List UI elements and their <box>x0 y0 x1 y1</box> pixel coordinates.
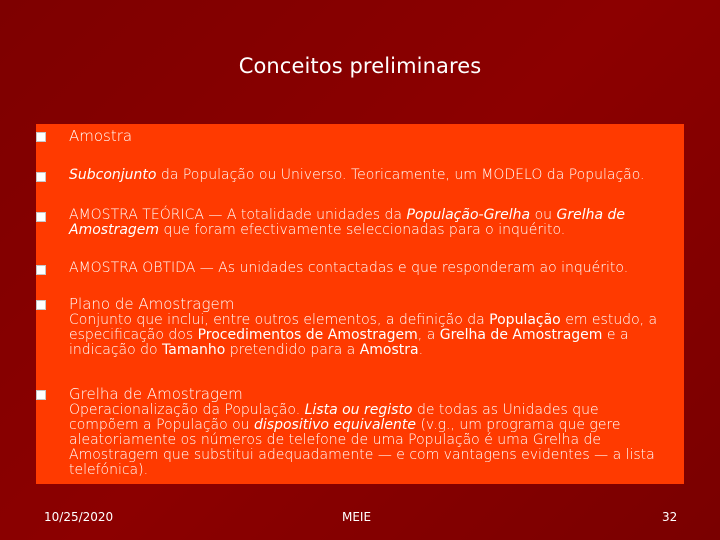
item-heading: Grelha de Amostragem <box>69 385 243 403</box>
item-heading: Amostra <box>69 127 133 145</box>
item-text: AMOSTRA OBTIDA — As unidades contactadas e que responderam ao inquérito. <box>69 260 629 276</box>
item-text: Subconjunto da População ou Universo. Teoricamente, um MODELO da População. <box>69 167 645 183</box>
item-description: Conjunto que inclui, entre outros elementos, a definição da População em estudo, a especificação dos Procedimentos de Amostragem, a Grelha de Amostragem e a indicação do Tamanho pretendido para a Amostra. <box>69 312 658 358</box>
square-bullet-icon <box>36 265 46 275</box>
square-bullet-icon <box>36 132 46 142</box>
item-heading: Plano de Amostragem <box>69 295 235 313</box>
square-bullet-icon <box>36 212 46 222</box>
item-text <box>69 296 669 358</box>
square-bullet-icon <box>36 390 46 400</box>
footer-center: MEIE <box>342 510 372 524</box>
footer-page-number: 32 <box>662 510 678 524</box>
square-bullet-icon <box>36 300 46 310</box>
item-text: AMOSTRA TEÓRICA — A totalidade unidades da População-Grelha ou Grelha de Amostragem que foram efectivamente seleccionadas para o inquérito. <box>69 207 625 238</box>
footer-date: 10/25/2020 <box>44 510 114 524</box>
square-bullet-icon <box>36 172 46 182</box>
slide-title: Conceitos preliminares <box>238 54 482 78</box>
content-panel <box>36 124 684 484</box>
item-text <box>69 386 669 478</box>
item-description: Operacionalização da População. Lista ou registo de todas as Unidades que compõem a População ou dispositivo equivalente (v.g., um programa que gere aleatoriamente os números de telefone de uma População é uma Grelha de Amostragem que substitui adequadamente — e com vantagens evidentes — a lista telefónica). <box>69 402 655 478</box>
